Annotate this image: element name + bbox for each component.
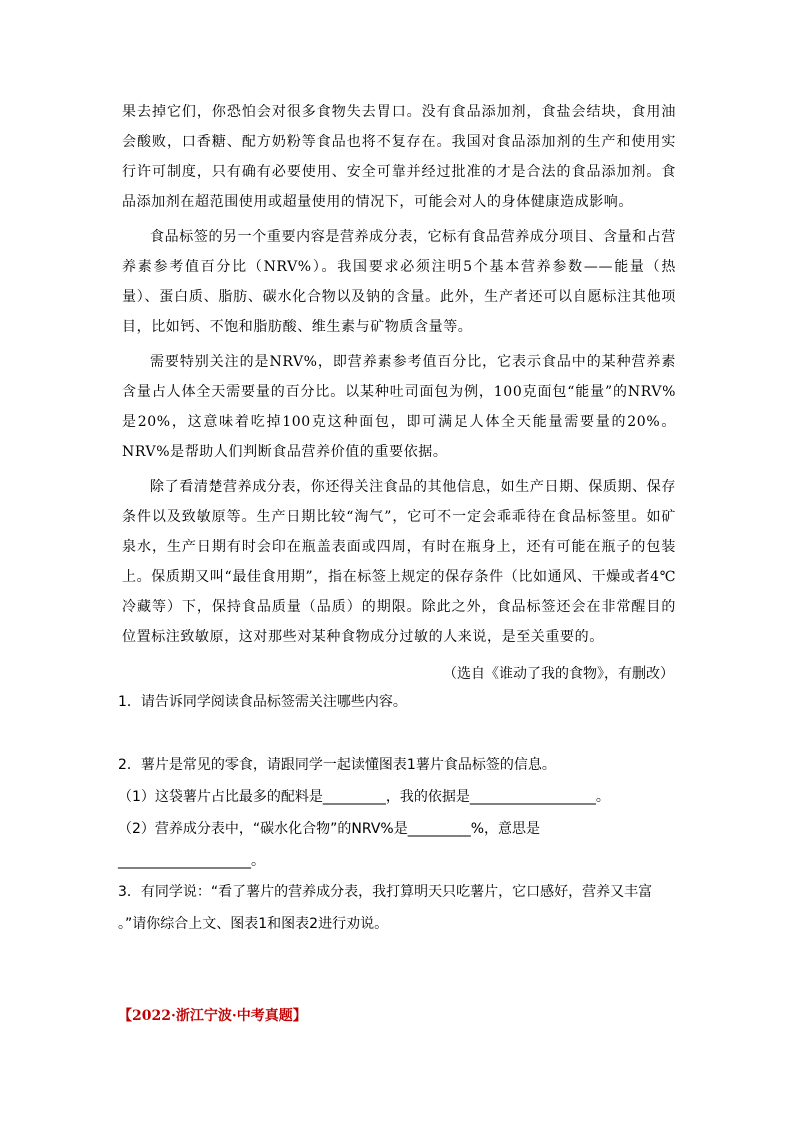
article-source: （选自《谁动了我的食物》，有删改） — [443, 666, 674, 682]
article-paragraph-2: 食品标签的另一个重要内容是营养成分表，它标有食品营养成分项目、含量和占营养素参考值百分比（NRV%）。我国要求必须注明5个基本营养参数——能量（热量）、蛋白质、脂肪、碳水化合物以及钠的含量。此外，生产者还可以自愿标注其他项目，比如钙、不饱和脂肪酸、维生素与矿物质含量等。 — [122, 229, 676, 335]
question-3-continued: 。”请你综合上文、图表1和图表2进行劝说。 — [118, 916, 389, 932]
question-2: 2．薯片是常见的零食，请跟同学一起读懂图表1薯片食品标签的信息。 — [118, 757, 556, 773]
question-2-part-1: （1）这袋薯片占比最多的配料是_________，我的依据是__________________。 — [118, 789, 610, 805]
question-2-part-2: （2）营养成分表中，“碳水化合物”的NRV%是_________%，意思是 — [118, 821, 541, 837]
article-paragraph-4: 除了看清楚营养成分表，你还得关注食品的其他信息，如生产日期、保质期、保存条件以及致敏原等。生产日期比较“淘气”，它可不一定会乖乖待在食品标签里。如矿泉水，生产日期有时会印在瓶盖表面或四周，有时在瓶身上，还有可能在瓶子的包装上。保质期又叫“最佳食用期”，指在标签上规定的保存条件（比如通风、干燥或者4℃冷藏等）下，保持食品质量（品质）的期限。除此之外，食品标签还会在非常醒目的位置标注致敏原，这对那些对某种食物成分过敏的人来说，是至关重要的。 — [122, 479, 676, 645]
article-paragraph-3: 需要特别关注的是NRV%，即营养素参考值百分比，它表示食品中的某种营养素含量占人体全天需要量的百分比。以某种吐司面包为例，100克面包“能量”的NRV%是20%，这意味着吃掉100克这种面包，即可满足人体全天能量需要量的20%。NRV%是帮助人们判断食品营养价值的重要依据。 — [122, 354, 676, 460]
section-header: 【2022·浙江宁波·中考真题】 — [118, 1008, 307, 1024]
question-3: 3．有同学说：“看了薯片的营养成分表，我打算明天只吃薯片，它口感好，营养又丰富 — [118, 884, 653, 900]
question-2-part-2-blank: ___________________。 — [118, 853, 265, 869]
question-1: 1．请告诉同学阅读食品标签需关注哪些内容。 — [118, 694, 407, 710]
article-paragraph-1: 果去掉它们，你恐怕会对很多食物失去胃口。没有食品添加剂，食盐会结块，食用油会酸败，口香糖、配方奶粉等食品也将不复存在。我国对食品添加剂的生产和使用实行许可制度，只有确有必要使用、安全可靠并经过批准的才是合法的食品添加剂。食品添加剂在超范围使用或超量使用的情况下，可能会对人的身体健康造成影响。 — [122, 104, 676, 210]
